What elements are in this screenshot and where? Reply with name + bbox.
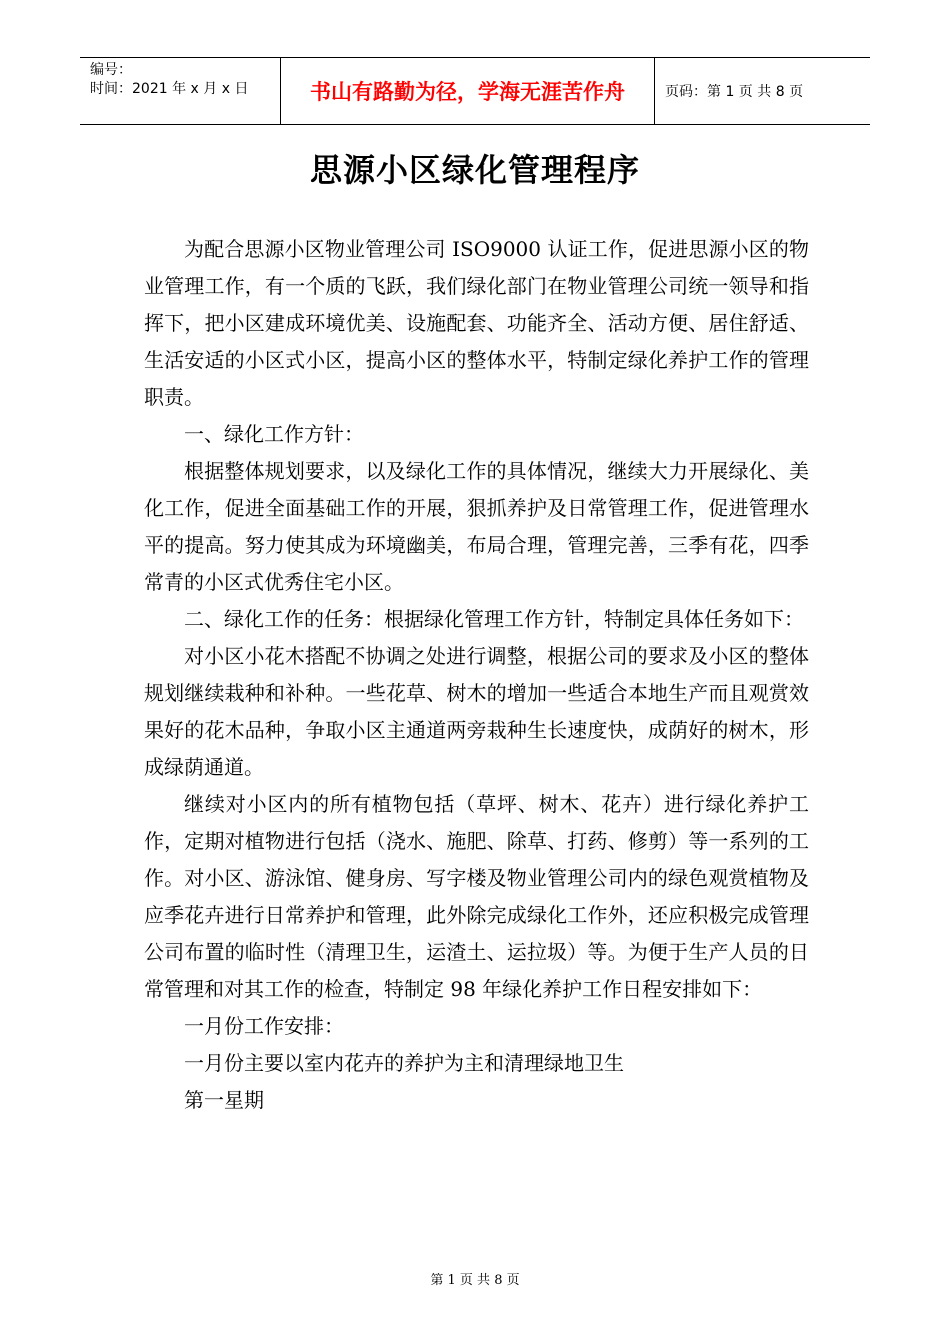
tasks-paragraph-maintenance: 继续对小区内的所有植物包括（草坪、树木、花卉）进行绿化养护工作，定期对植物进行包括（浇水、施肥、除草、打药、修剪）等一系列的工作。对小区、游泳馆、健身房、写字楼及物业管理公司内的绿色观赏植物及应季花卉进行日常养护和管理，此外除完成绿化工作外，还应积极完成管理公司布置的临时性（清理卫生，运渣土、运拉圾）等。为便于生产人员的日常管理和对其工作的检查，特制定 98 年绿化养护工作日程安排如下： (144, 792, 809, 1001)
first-week-heading: 第一星期 (184, 1088, 264, 1112)
section-heading-tasks: 二、绿化工作的任务：根据绿化管理工作方针，特制定具体任务如下： (184, 607, 804, 631)
section-heading-policy: 一、绿化工作方针： (184, 422, 364, 446)
policy-paragraph: 根据整体规划要求，以及绿化工作的具体情况，继续大力开展绿化、美化工作，促进全面基础工作的开展，狠抓养护及日常管理工作，促进管理水平的提高。努力使其成为环境幽美，布局合理，管理完善，三季有花，四季常青的小区式优秀住宅小区。 (144, 459, 809, 594)
document-body (144, 231, 809, 1119)
header-motto: 书山有路勤为径，学海无涯苦作舟 (281, 58, 655, 124)
header-table (80, 57, 870, 125)
intro-paragraph: 为配合思源小区物业管理公司 ISO9000 认证工作，促进思源小区的物业管理工作，有一个质的飞跃，我们绿化部门在物业管理公司统一领导和指挥下，把小区建成环境优美、设施配套、功能齐全、活动方便、居住舒适、生活安适的小区式小区，提高小区的整体水平，特制定绿化养护工作的管理职责。 (144, 237, 809, 409)
tasks-paragraph-adjustment: 对小区小花木搭配不协调之处进行调整，根据公司的要求及小区的整体规划继续栽种和补种。一些花草、树木的增加一些适合本地生产而且观赏效果好的花木品种，争取小区主通道两旁栽种生长速度快，成荫好的树木，形成绿荫通道。 (144, 644, 809, 779)
january-heading: 一月份工作安排： (184, 1014, 344, 1038)
january-summary: 一月份主要以室内花卉的养护为主和清理绿地卫生 (184, 1051, 624, 1075)
page-footer: 第 1 页 共 8 页 (430, 1273, 520, 1288)
header-page-label: 页码：第 1 页 共 8 页 (665, 84, 804, 100)
document-title: 思源小区绿化管理程序 (309, 151, 640, 189)
document-time-label: 时间：2021 年 x 月 x 日 (90, 81, 249, 97)
document-number-label: 编号： (90, 62, 132, 78)
header-info-cell (80, 58, 281, 124)
